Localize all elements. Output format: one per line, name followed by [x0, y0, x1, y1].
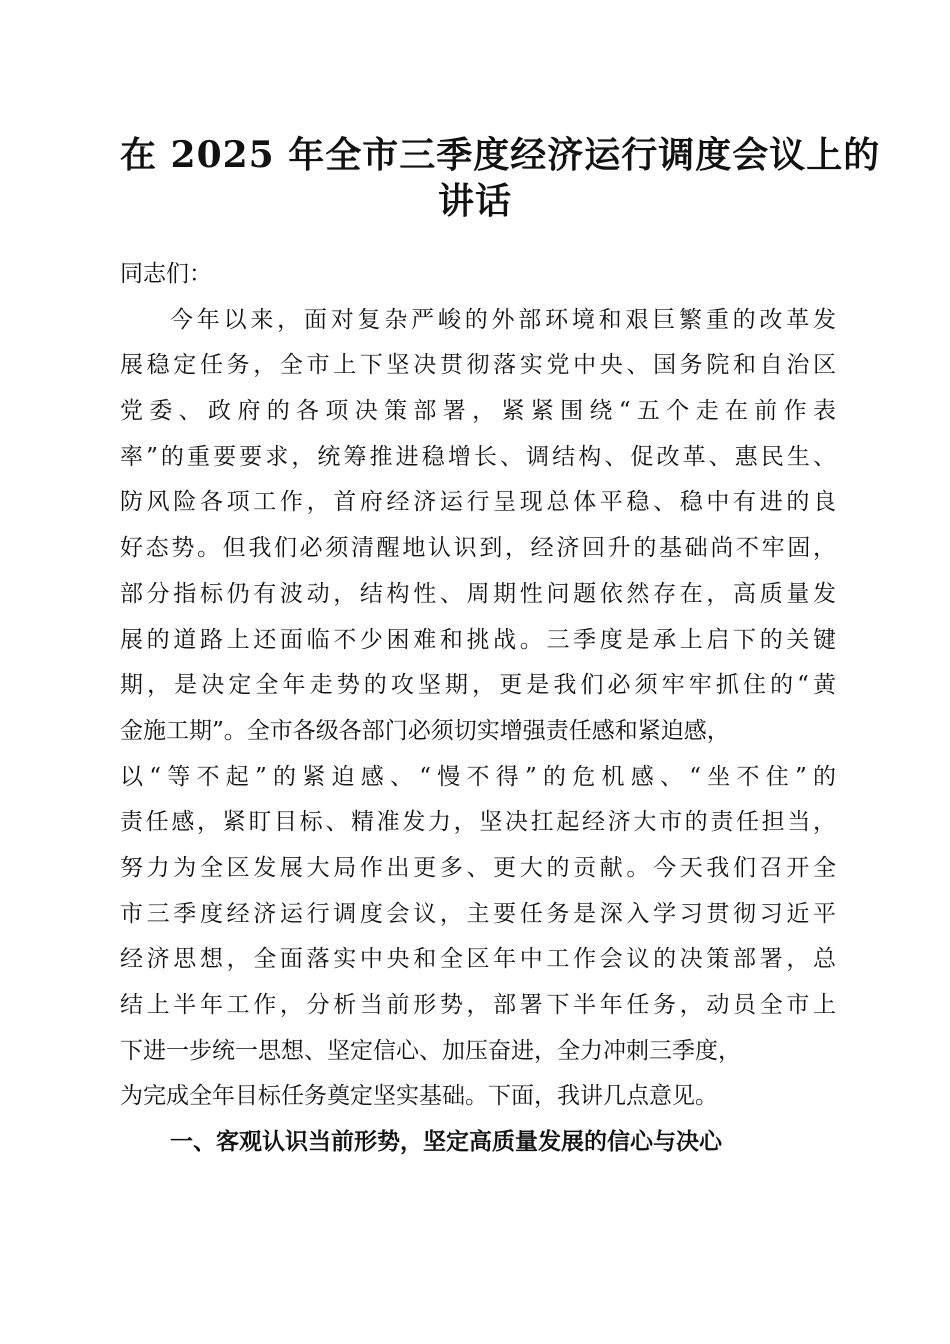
paragraph-line: 好态势。但我们必须清醒地认识到，经济回升的基础尚不牢固， [120, 535, 836, 562]
document-title [120, 132, 881, 224]
section-heading-1: 一、客观认识当前形势，坚定高质量发展的信心与决心 [170, 1129, 722, 1156]
salutation: 同志们： [120, 261, 212, 287]
paragraph-line: 下进一步统一思想、坚定信心、加压奋进，全力冲刺三季度， [120, 1037, 741, 1064]
paragraph-line: 展稳定任务，全市上下坚决贯彻落实党中央、国务院和自治区 [120, 352, 836, 379]
paragraph-line: 努力为全区发展大局作出更多、更大的贡献。今天我们召开全 [120, 854, 836, 881]
document-body [120, 252, 836, 1166]
paragraph-line: 期，是决定全年走势的攻坚期，更是我们必须牢牢抓住的“黄 [120, 672, 836, 699]
paragraph-line: 市三季度经济运行调度会议，主要任务是深入学习贯彻习近平 [120, 900, 836, 927]
paragraph-line: 责任感，紧盯目标、精准发力，坚决扛起经济大市的责任担当， [120, 809, 836, 836]
paragraph-line: 部分指标仍有波动，结构性、周期性问题依然存在，高质量发 [120, 580, 836, 607]
paragraph-line: 党委、政府的各项决策部署，紧紧围绕“五个走在前作表 [120, 398, 836, 425]
paragraph-line: 为完成全年目标任务奠定坚实基础。下面，我讲几点意见。 [120, 1083, 718, 1110]
paragraph-line: 展的道路上还面临不少困难和挑战。三季度是承上启下的关键 [120, 626, 836, 653]
title-line-1: 在 2025 年全市三季度经济运行调度会议上的 [120, 134, 881, 176]
paragraph-line: 以“等不起”的紧迫感、“慢不得”的危机感、“坐不住”的 [120, 763, 836, 790]
paragraph-line: 率”的重要要求，统筹推进稳增长、调结构、促改革、惠民生、 [120, 443, 836, 470]
paragraph-line: 经济思想，全面落实中央和全区年中工作会议的决策部署，总 [120, 946, 836, 973]
paragraph-line: 结上半年工作，分析当前形势，部署下半年任务，动员全市上 [120, 992, 836, 1018]
paragraph-line: 今年以来，面对复杂严峻的外部环境和艰巨繁重的改革发 [170, 306, 836, 333]
title-line-2: 讲话 [437, 180, 512, 222]
paragraph-line: 金施工期”。全市各级各部门必须切实增强责任感和紧迫感， [120, 717, 730, 744]
paragraph-line: 防风险各项工作，首府经济运行呈现总体平稳、稳中有进的良 [120, 489, 836, 516]
